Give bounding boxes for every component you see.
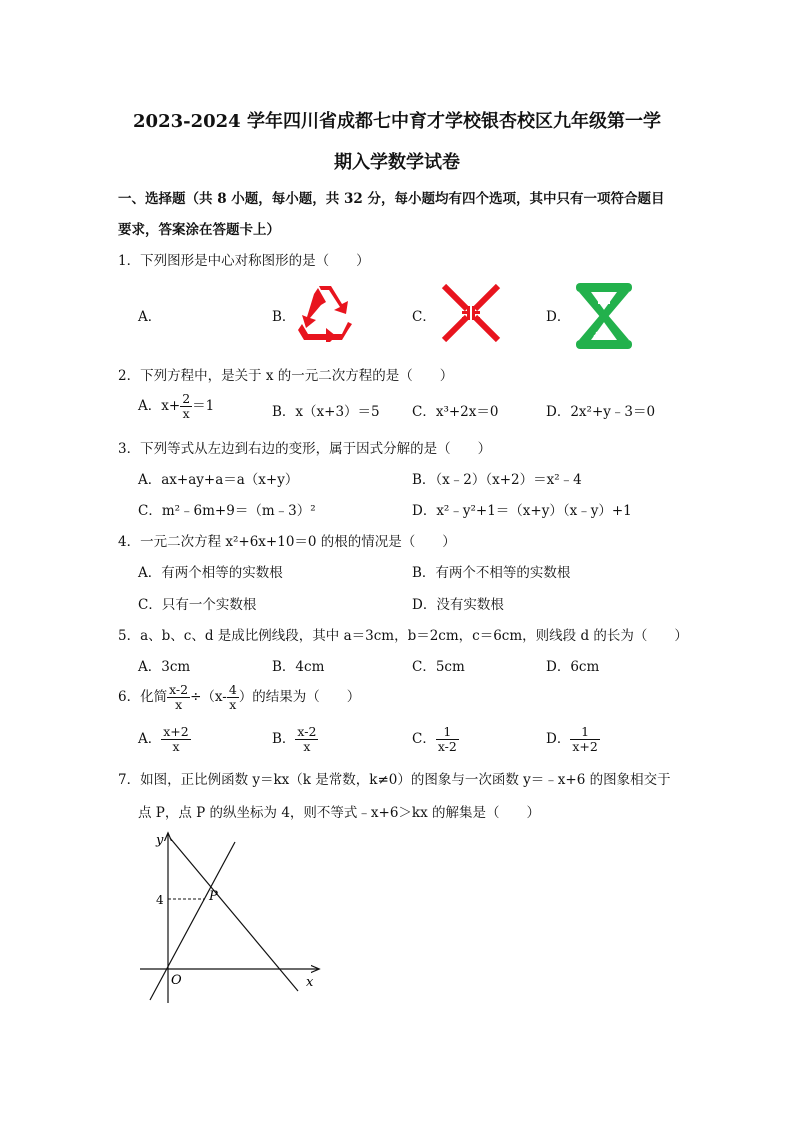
q3-option-d: D．x²﹣y²+1＝（x+y）（x﹣y）+1 [412,503,632,519]
point-p-label: P [209,889,218,904]
q6-a-numerator: x+2 [163,724,189,739]
q4-option-a: A．有两个相等的实数根 [138,565,283,581]
q2-option-c: C．x³+2x＝0 [412,404,499,420]
q3-stem: 3．下列等式从左边到右边的变形，属于因式分解的是（ ） [118,441,492,457]
q5-option-c: C．5cm [412,659,465,675]
q6-d-label: D． [546,730,571,747]
q6-option-d [546,725,600,754]
q6-d-numerator: 1 [570,725,599,740]
q7-stem-line1: 7．如图，正比例函数 y＝kx（k 是常数，k≠0）的图象与一次函数 y＝﹣x+6 的图象相交于 [118,772,671,788]
exam-title-line2: 期入学数学试卷 [334,152,460,173]
q6-a-fraction [161,725,190,754]
q6-a-label: A． [138,730,162,747]
q6-stem-suffix: ）的结果为（ ） [238,688,361,705]
q2-a-denominator: x [182,405,190,421]
y-axis-label: y [156,833,164,848]
q6-a-denominator: x [172,738,180,754]
hourglass-icon [573,281,635,351]
q2-a-prefix: A．x+ [138,397,181,414]
q1-option-d-label: D． [546,309,571,325]
q1-option-b-label: B． [272,309,296,325]
q6-stem-middle: ÷（x- [190,688,227,705]
exam-title-line1: 2023-2024 学年四川省成都七中育才学校银杏校区九年级第一学 [133,111,661,132]
q2-option-a [138,392,214,421]
origin-label: O [171,973,182,988]
q6-option-b [272,725,318,754]
q5-option-b: B．4cm [272,659,325,675]
q3-option-b: B．（x﹣2）（x+2）＝x²﹣4 [412,472,582,488]
q6-option-a [138,725,191,754]
q4-stem: 4．一元二次方程 x²+6x+10＝0 的根的情况是（ ） [118,534,456,550]
q6-b-numerator: x-2 [297,724,317,739]
q2-a-fraction [180,392,192,421]
q4-option-b: B．有两个不相等的实数根 [412,565,571,581]
q6-f2-numerator: 4 [228,682,237,697]
q6-fraction-2 [227,683,239,712]
q6-f2-denominator: x [229,696,237,712]
q5-stem: 5．a、b、c、d 是成比例线段，其中 a＝3cm，b＝2cm，c＝6cm，则线段 d 的长为（ ） [118,628,688,644]
q6-c-numerator: 1 [436,725,459,740]
q4-option-d: D．没有实数根 [412,597,504,613]
line-y-neg-x-plus-6 [170,838,298,991]
q6-c-fraction [436,725,459,754]
q6-b-denominator: x [303,738,311,754]
q6-c-denominator: x-2 [437,738,457,754]
q2-option-b: B．x（x+3）＝5 [272,404,380,420]
x-axis-label: x [306,975,314,990]
q4-option-c: C．只有一个实数根 [138,597,257,613]
q6-fraction-1 [167,683,190,712]
q2-a-suffix: ＝1 [192,397,215,414]
q6-stem-prefix: 6．化简 [118,688,168,705]
q1-option-c-label: C． [412,309,436,325]
q6-b-label: B． [272,730,296,747]
q3-option-a: A．ax+ay+a＝a（x+y） [138,472,299,488]
section-heading-line1: 一、选择题（共 8 小题，每小题，共 32 分，每小题均有四个选项，其中只有一项符合题目 [118,191,665,207]
q6-stem [118,683,360,712]
q6-b-fraction [295,725,318,754]
q6-f1-denominator: x [175,696,183,712]
q7-stem-line2: 点 P，点 P 的纵坐标为 4，则不等式﹣x+6＞kx 的解集是（ ） [138,805,541,821]
q1-stem: 1．下列图形是中心对称图形的是（ ） [118,253,370,269]
q2-a-numerator: 2 [182,391,191,406]
recycle-triangle-icon [296,284,354,342]
q6-option-c [412,725,459,754]
q2-option-d: D．2x²+y﹣3＝0 [546,404,656,420]
section-heading-line2: 要求，答案涂在答题卡上） [118,222,280,238]
q1-option-a-label: A． [138,309,162,325]
tick-label-4: 4 [156,893,164,907]
q6-c-label: C． [412,730,436,747]
q7-coordinate-figure [140,828,330,1003]
q6-d-fraction [570,725,599,754]
q6-d-denominator: x+2 [572,738,598,754]
q3-option-c: C．m²﹣6m+9＝（m﹣3）² [138,503,316,519]
q5-option-d: D．6cm [546,659,600,675]
q5-option-a: A．3cm [138,659,191,675]
four-arrows-icon [440,284,502,342]
q6-f1-numerator: x-2 [169,682,189,697]
q2-stem: 2．下列方程中，是关于 x 的一元二次方程的是（ ） [118,368,454,384]
